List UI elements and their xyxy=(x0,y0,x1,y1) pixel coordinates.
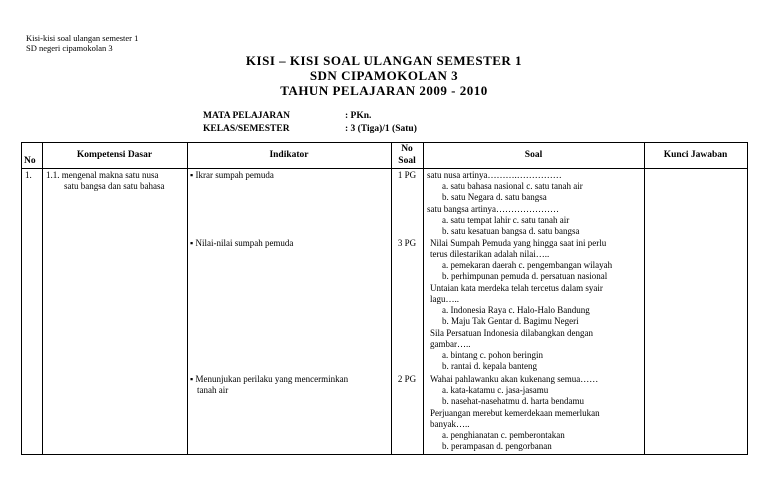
soal-line: terus dilestarikan adalah nilai….. xyxy=(430,249,550,259)
no-soal: 3 PG xyxy=(397,238,417,248)
soal-line: Perjuangan merebut kemerdekaan memerlukan xyxy=(430,408,600,418)
soal-line: a. satu bahasa nasional c. satu tanah air xyxy=(442,181,583,191)
header-kompetensi: Kompetensi Dasar xyxy=(76,150,153,160)
subject-value: : PKn. xyxy=(345,111,372,121)
soal-line: Sila Persatuan Indonesia dilabangkan dengan xyxy=(430,328,593,338)
doc-title-line1: KISI – KISI SOAL ULANGAN SEMESTER 1 xyxy=(245,53,523,68)
soal-line: banyak….. xyxy=(430,419,470,429)
soal-line: lagu….. xyxy=(430,294,459,304)
header-no-soal-2: Soal xyxy=(398,156,416,166)
soal-line: Nilai Sumpah Pemuda yang hingga saat ini perlu xyxy=(430,238,607,248)
class-value: : 3 (Tiga)/1 (Satu) xyxy=(345,124,417,134)
soal-line: a. pemekaran daerah c. pengembangan wilayah xyxy=(442,260,613,270)
kompetensi-line1: 1.1. mengenal makna satu nusa xyxy=(46,170,159,180)
soal-line: Wahai pahlawanku akan kukenang semua…… xyxy=(430,374,599,384)
subject-label: MATA PELAJARAN xyxy=(203,111,290,121)
header-indikator: Indikator xyxy=(269,150,309,160)
header-kunci: Kunci Jawaban xyxy=(663,150,728,160)
soal-line: satu nusa artinya……….…………… xyxy=(427,170,562,180)
bullet-icon: ▪ xyxy=(190,374,196,384)
header-no: No xyxy=(24,156,36,166)
header-soal: Soal xyxy=(524,150,543,160)
soal-line: a. satu tempat lahir c. satu tanah air xyxy=(442,215,570,225)
soal-line: b. rantai d. kepala banteng xyxy=(442,361,537,371)
soal-line: satu bangsa artinya………………… xyxy=(427,204,559,214)
indikator-item: ▪ Menunjukan perilaku yang mencerminkan xyxy=(190,374,349,384)
header-no-soal-1: No xyxy=(401,144,413,154)
soal-line: a. Indonesia Raya c. Halo-Halo Bandung xyxy=(442,305,590,315)
soal-line: a. penghianatan c. pemberontakan xyxy=(442,430,565,440)
soal-line: b. perampasan d. pengorbanan xyxy=(442,441,552,451)
soal-line: b. perhimpunan pemuda d. persatuan nasional xyxy=(442,271,608,281)
no-soal: 2 PG xyxy=(397,374,417,384)
bullet-icon: ▪ xyxy=(190,170,196,180)
bullet-icon: ▪ xyxy=(190,238,196,248)
doc-title-line2: SDN CIPAMOKOLAN 3 xyxy=(309,68,459,83)
soal-line: a. bintang c. pohon beringin xyxy=(442,350,543,360)
soal-line: b. satu kesatuan bangsa d. satu bangsa xyxy=(442,226,580,236)
soal-line: Untaian kata merdeka telah tercetus dalam syair xyxy=(430,283,603,293)
indikator-item: ▪ Ikrar sumpah pemuda xyxy=(190,170,274,180)
soal-line: b. satu Negara d. satu bangsa xyxy=(442,192,547,202)
indikator-item-cont: tanah air xyxy=(197,385,229,395)
top-note-line1: Kisi-kisi soal ulangan semester 1 xyxy=(26,33,139,43)
soal-line: b. Maju Tak Gentar d. Bagimu Negeri xyxy=(442,316,579,326)
soal-line: gambar….. xyxy=(430,339,471,349)
no-soal: 1 PG xyxy=(397,170,417,180)
top-note-line2: SD negeri cipamokolan 3 xyxy=(26,43,113,53)
doc-title-line3: TAHUN PELAJARAN 2009 - 2010 xyxy=(280,83,488,98)
soal-line: b. nasehat-nasehatmu d. harta bendamu xyxy=(442,396,584,406)
kompetensi-line2: satu bangsa dan satu bahasa xyxy=(64,181,165,191)
class-label: KELAS/SEMESTER xyxy=(203,124,290,134)
soal-line: a. kata-katamu c. jasa-jasamu xyxy=(442,385,549,395)
indikator-item: ▪ Nilai-nilai sumpah pemuda xyxy=(190,238,294,248)
row-number: 1. xyxy=(25,170,32,180)
